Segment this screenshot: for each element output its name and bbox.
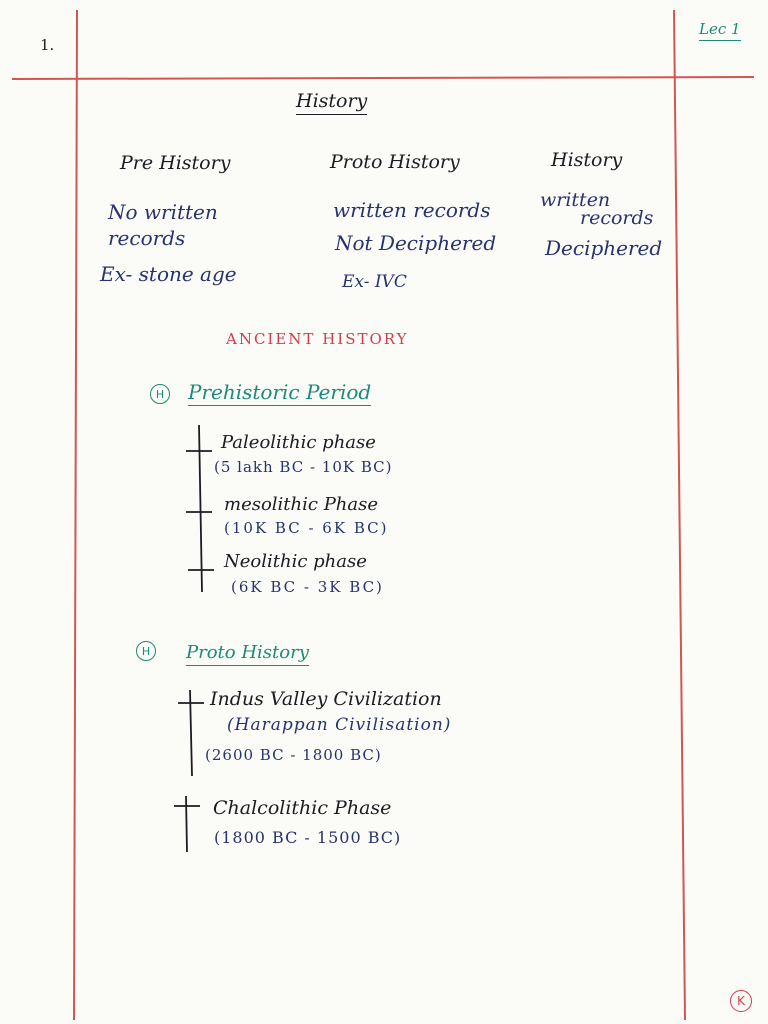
phase-name: mesolithic Phase [224, 494, 379, 515]
column-line: records [108, 226, 186, 250]
column-example: Ex- IVC [342, 272, 407, 292]
timeline-bar-chalco [186, 796, 187, 852]
column-heading-history: History [551, 149, 623, 171]
column-line: written records [333, 198, 491, 222]
column-line: Not Deciphered [335, 231, 497, 255]
page-title: History [296, 92, 367, 115]
lecture-label: Lec 1 [699, 22, 741, 41]
section-badge: H [150, 384, 170, 404]
phase-range: (2600 BC - 1800 BC) [205, 746, 382, 764]
timeline-bar-prehistoric [199, 425, 202, 592]
phase-range: (5 lakh BC - 10K BC) [214, 458, 393, 476]
phase-name: Indus Valley Civilization [210, 688, 442, 710]
phase-range: (6K BC - 3K BC) [231, 578, 384, 596]
column-line: Deciphered [545, 236, 663, 260]
phase-name: Paleolithic phase [221, 432, 376, 453]
phase-subname: (Harappan Civilisation) [227, 715, 452, 735]
phase-range: (1800 BC - 1500 BC) [214, 828, 402, 847]
column-line: records [580, 207, 654, 229]
phase-name: Chalcolithic Phase [213, 797, 392, 819]
column-line: written [540, 189, 611, 211]
phase-range: (10K BC - 6K BC) [224, 519, 389, 537]
section-title: Prehistoric Period [188, 380, 372, 404]
column-line: No written [108, 200, 218, 224]
column-heading-prehistory: Pre History [120, 152, 231, 174]
section-heading: ANCIENT HISTORY [226, 330, 409, 348]
section-title: Proto History [186, 644, 309, 666]
column-heading-protohistory: Proto History [330, 151, 460, 173]
column-example: Ex- stone age [100, 262, 237, 286]
page-number: 1. [40, 36, 55, 54]
right-margin-line [674, 10, 685, 1020]
left-margin-line [74, 10, 77, 1020]
footer-mark: K [730, 990, 752, 1012]
section-badge: H [136, 641, 156, 661]
top-margin-line [12, 77, 754, 79]
phase-name: Neolithic phase [224, 551, 367, 572]
